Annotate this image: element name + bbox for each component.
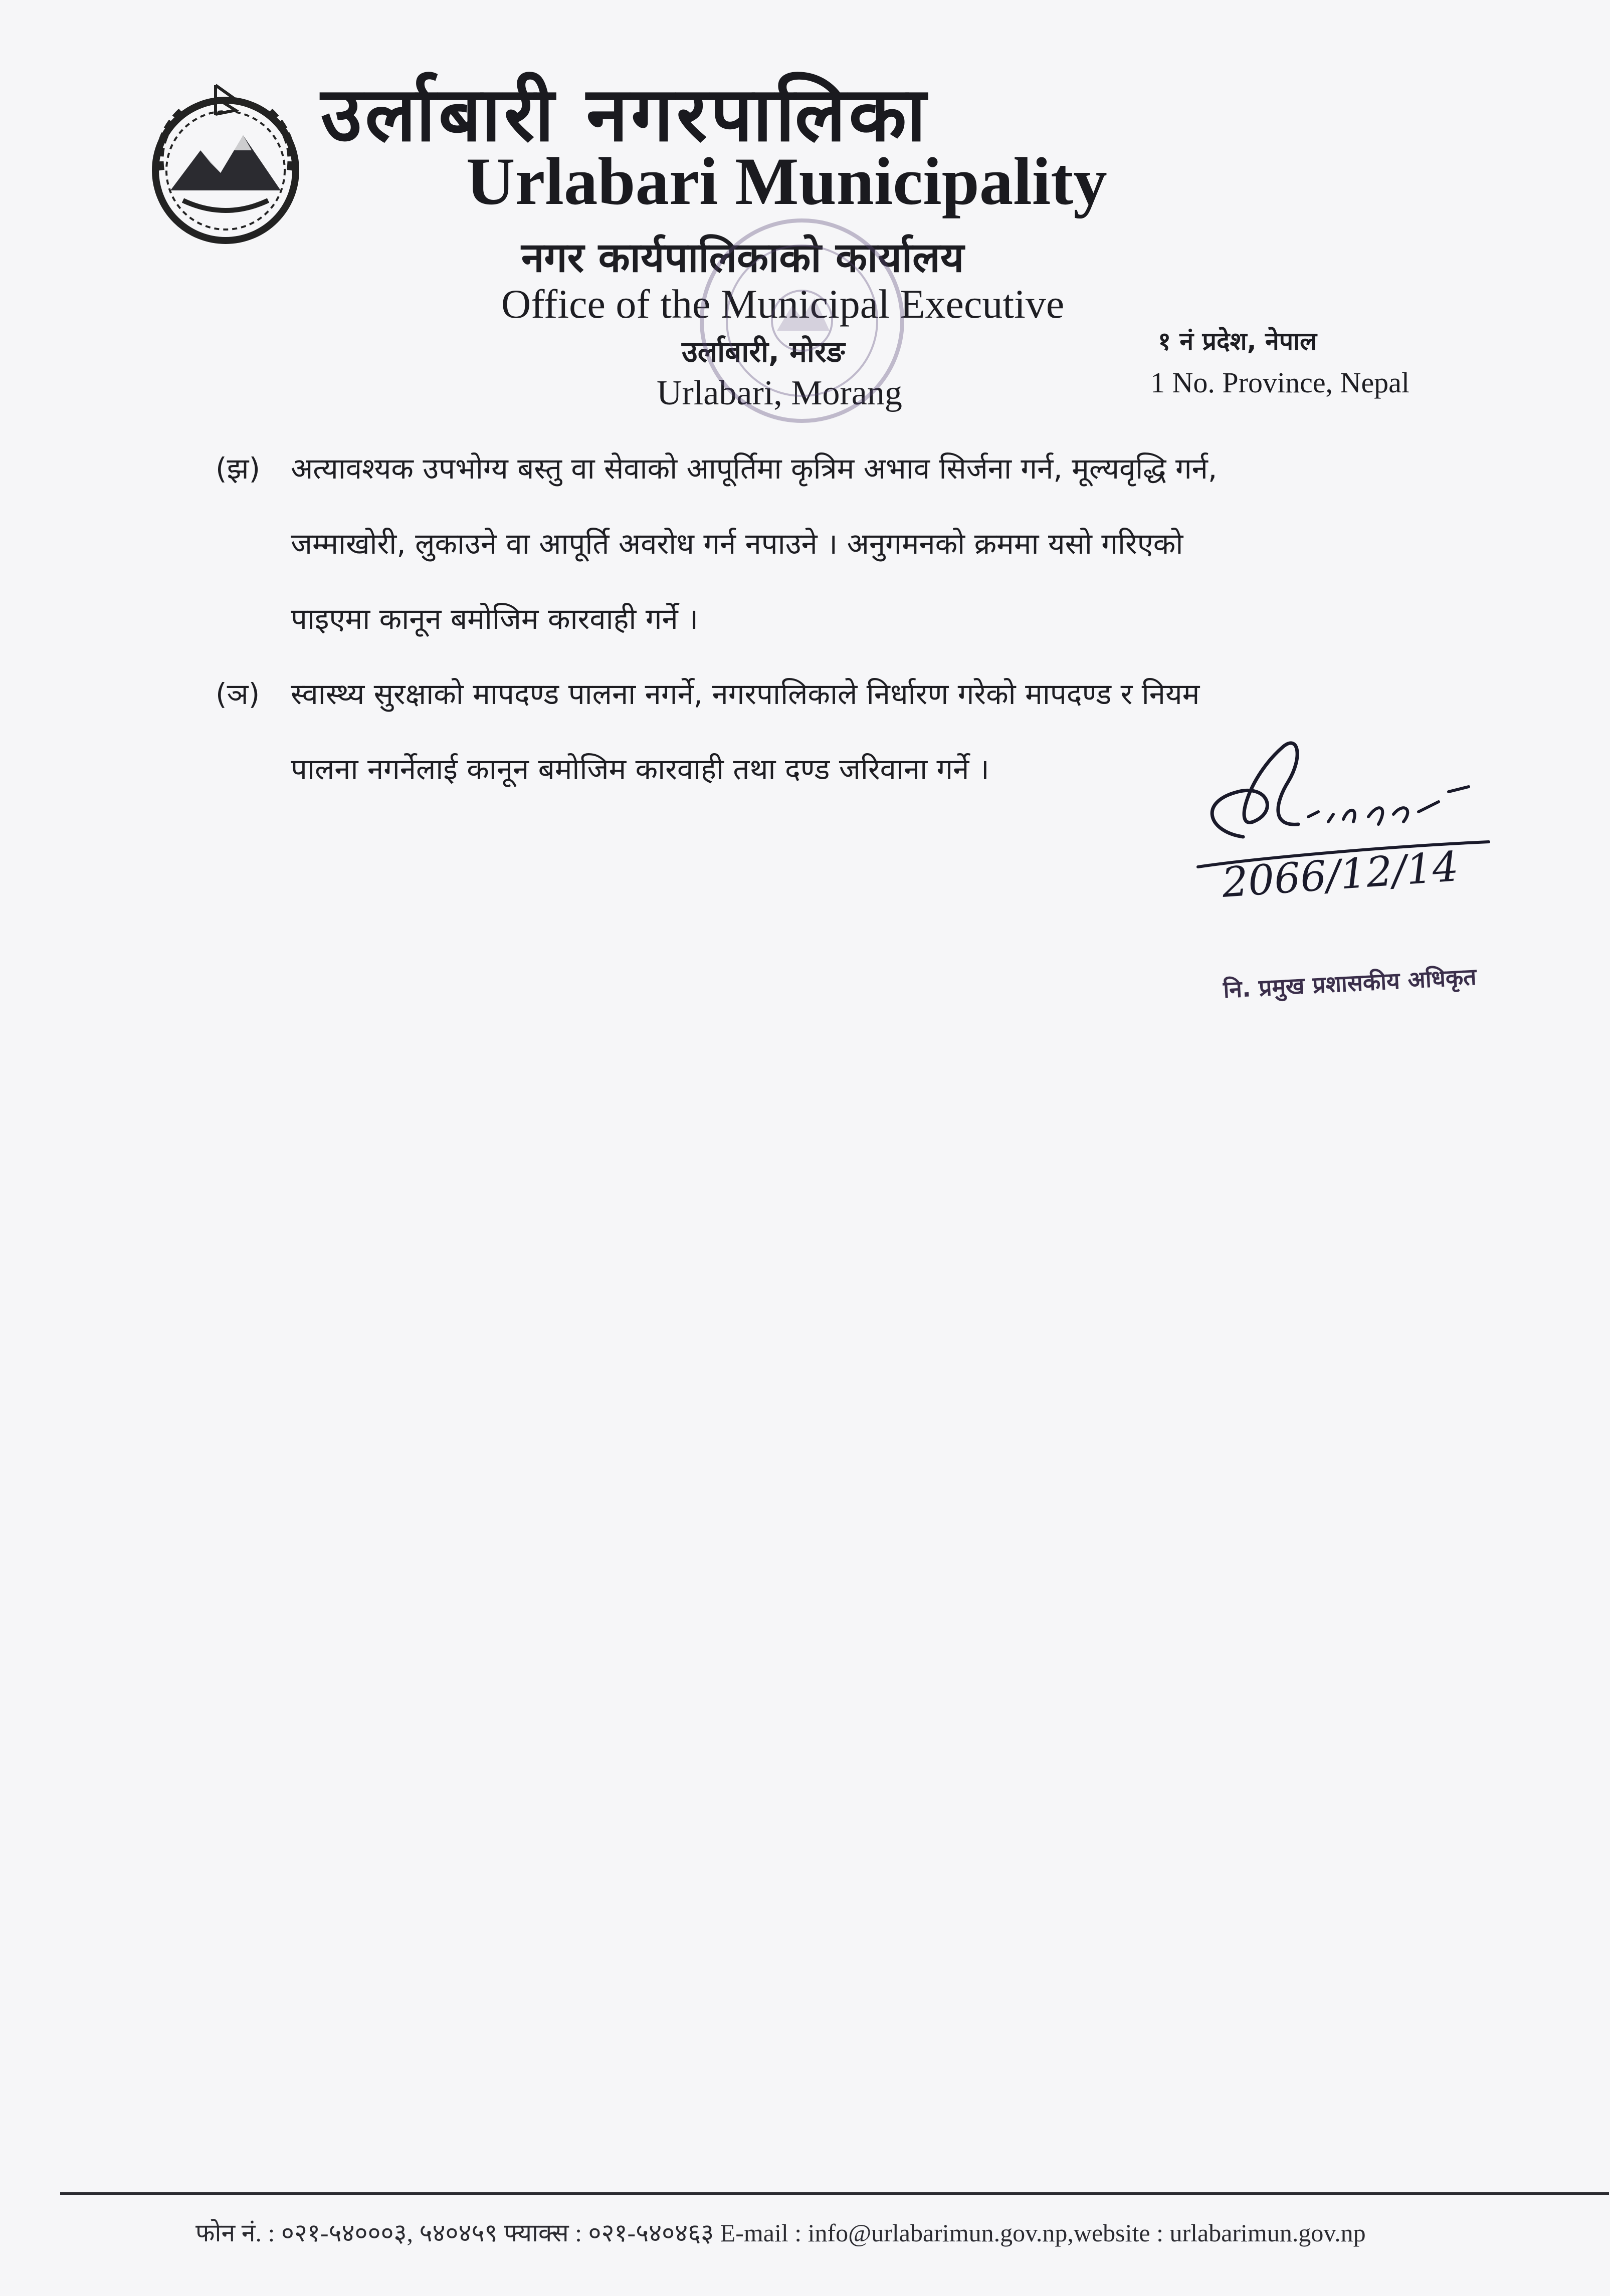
province-nepali: १ नं प्रदेश, नेपाल <box>1158 327 1317 356</box>
signatory-title: नि. प्रमुख प्रशासकीय अधिकृत <box>1222 963 1477 1004</box>
clause-line: पालना नगर्नेलाई कानून बमोजिम कारवाही तथा दण्ड जरिवाना गर्ने । <box>291 752 989 786</box>
clause-line: पाइएमा कानून बमोजिम कारवाही गर्ने । <box>291 602 699 636</box>
municipality-name-nepali: उर्लाबारी नगरपालिका <box>321 71 929 158</box>
office-name-english: Office of the Municipal Executive <box>501 281 1065 327</box>
handwritten-signature <box>1168 717 1499 907</box>
location-nepali: उर्लाबारी, मोरङ <box>682 335 845 369</box>
clause-line: स्वास्थ्य सुरक्षाको मापदण्ड पालना नगर्ने, नगरपालिकाले निर्धारण गरेको मापदण्ड र नियम <box>291 677 1200 711</box>
letterhead <box>0 0 1610 431</box>
clause-line: अत्यावश्यक उपभोग्य बस्तु वा सेवाको आपूर्तिमा कृत्रिम अभाव सिर्जना गर्न, मूल्यवृद्धि गर्न, <box>291 451 1218 486</box>
clause-marker: (झ) <box>216 451 261 486</box>
office-name-nepali: नगर कार्यपालिकाको कार्यालय <box>521 234 964 282</box>
municipality-name-english: Urlabari Municipality <box>466 144 1107 219</box>
footer-divider <box>60 2192 1609 2195</box>
office-seal-stamp-icon <box>692 210 912 431</box>
clause-line: जम्माखोरी, लुकाउने वा आपूर्ति अवरोध गर्न नपाउने । अनुगमनको क्रममा यसो गरिएको <box>291 527 1183 561</box>
location-english: Urlabari, Morang <box>657 374 902 412</box>
footer-contact: फोन नं. : ०२१-५४०००३, ५४०४५९ फ्याक्स : ०२१-५४०४६३ E-mail : info@urlabarimun.gov.np,website : urlabarimun.gov.np <box>195 2219 1366 2247</box>
signature-date: 2066/12/14 <box>1220 843 1460 907</box>
province-english: 1 No. Province, Nepal <box>1150 366 1410 399</box>
government-emblem-icon <box>135 75 316 246</box>
clause-jha <box>216 431 1489 656</box>
clause-marker: (ञ) <box>216 677 260 711</box>
